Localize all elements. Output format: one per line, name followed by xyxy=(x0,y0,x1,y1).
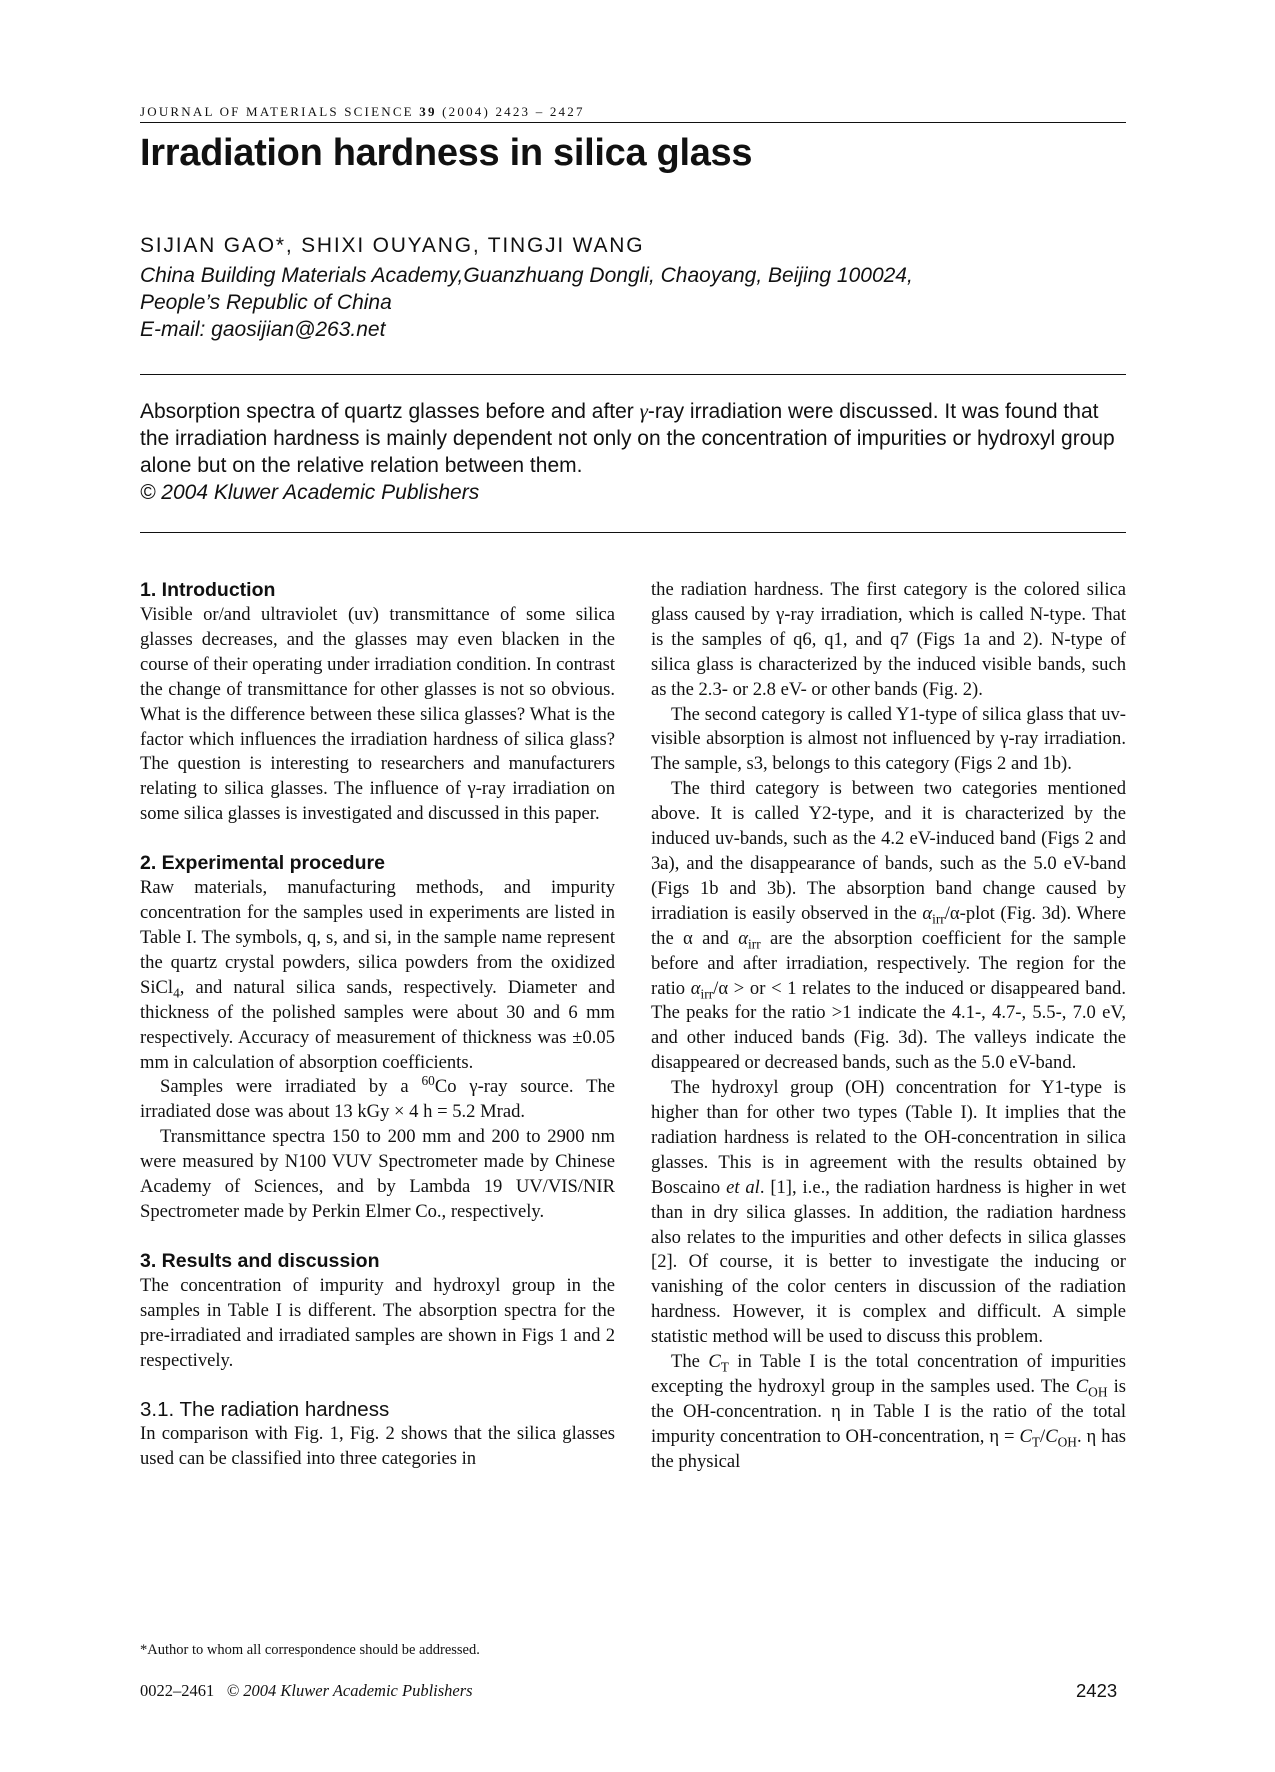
text-part: in Table I is the total concentration of impurities excepting the hydroxyl group in the samples used. The xyxy=(651,1351,1126,1397)
paragraph xyxy=(140,876,615,1075)
subscript: irr xyxy=(700,986,714,1002)
footer-copyright: © 2004 Kluwer Academic Publishers xyxy=(226,1681,473,1700)
subscript: T xyxy=(720,1359,729,1375)
section-heading-experimental: 2. Experimental procedure xyxy=(140,852,385,875)
subscript: 4 xyxy=(173,985,180,1001)
text-part: , and natural silica sands, respectively. Diameter and thickness of the polished samples were about 30 and 6 mm respectively. Accuracy of measurement of thickness was ±0.05 mm in calculation of absorption coefficients. xyxy=(140,976,615,1073)
text-part: / xyxy=(1040,1425,1046,1447)
page-number: 2423 xyxy=(1076,1680,1118,1701)
abstract-copyright: © 2004 Kluwer Academic Publishers xyxy=(140,481,480,504)
symbol-c: C xyxy=(1075,1376,1089,1397)
alpha-symbol: α xyxy=(922,902,933,924)
affiliation xyxy=(140,262,913,343)
text-part: The third category is between two categories mentioned above. It is called Y2-type, and it is characterized by the induced uv-bands, such as the 4.2 eV-induced band (Figs 2 and 3a), and the disappearance of bands, such as the 5.0 eV-band (Figs 1b and 3b). The absorption band change caused by irradiation is easily observed in the xyxy=(651,778,1126,924)
symbol-c: C xyxy=(1045,1425,1058,1447)
section-heading-results: 3. Results and discussion xyxy=(140,1249,380,1272)
subscript: T xyxy=(1031,1434,1041,1450)
paper-title: Irradiation hardness in silica glass xyxy=(140,132,753,174)
gamma-symbol: γ xyxy=(639,399,648,423)
abstract-text xyxy=(140,398,1126,479)
author-email: E-mail: gaosijian@263.net xyxy=(140,318,386,341)
paragraph: Transmittance spectra 150 to 200 mm and 200 to 2900 nm were measured by N100 VUV Spectrometer made by Chinese Academy of Sciences, and by Lambda 19 UV/VIS/NIR Spectrometer made by Perkin Elmer Co., respectively. xyxy=(140,1126,615,1222)
right-column xyxy=(651,578,1126,1475)
text-part: /α > or < 1 relates to the induced or disappeared band. The peaks for the ratio >1 indicate the 4.1-, 4.7-, 5.5-, 7.0 eV, and other induced bands (Fig. 3d). The valleys indicate the disappeared or decreased bands, such as the 5.0 eV-band. xyxy=(651,977,1126,1074)
text-part: are the absorption coefficient for the sample before and after irradiation, respectively. The region for the ratio xyxy=(651,927,1127,999)
footer-left xyxy=(140,1681,473,1701)
abstract-rule-bottom xyxy=(140,532,1126,533)
text-part: is the OH-concentration. η in Table I is the ratio of the total impurity concentration to OH-concentration, η = xyxy=(651,1376,1126,1447)
journal-header xyxy=(140,104,585,120)
text-part: The xyxy=(671,1351,709,1373)
paragraph xyxy=(651,1350,1126,1475)
authors: SIJIAN GAO*, SHIXI OUYANG, TINGJI WANG xyxy=(140,234,645,257)
left-column xyxy=(140,578,615,1472)
alpha-symbol: α xyxy=(738,927,749,949)
subscript: irr xyxy=(932,911,945,927)
paragraph: The second category is called Y1-type of silica glass that uv-visible absorption is almost not influenced by γ-ray irradiation. The sample, s3, belongs to this category (Figs 2 and 1b). xyxy=(651,703,1126,775)
superscript: 60 xyxy=(421,1073,435,1089)
symbol-c: C xyxy=(1019,1425,1032,1447)
affiliation-line-2: People’s Republic of China xyxy=(140,291,392,314)
alpha-symbol: α xyxy=(690,977,701,999)
paragraph xyxy=(140,1075,615,1125)
paragraph: Visible or/and ultraviolet (uv) transmittance of some silica glasses decreases, and the glasses may even blacken in the course of their operating under irradiation condition. In contrast the change of transmittance for other glasses is not so obvious. What is the difference between these silica glasses? What is the factor which influences the irradiation hardness of silica glass? The question is interesting to researchers and manufacturers relating to silica glasses. The influence of γ-ray irradiation on some silica glasses is investigated and discussed in this paper. xyxy=(140,604,615,825)
symbol-c: C xyxy=(708,1351,721,1373)
issn: 0022–2461 xyxy=(140,1681,215,1700)
subscript: irr xyxy=(748,936,761,952)
paragraph xyxy=(651,1076,1126,1350)
text-part: . η has the physical xyxy=(651,1425,1126,1472)
abstract-rule-top xyxy=(140,374,1126,375)
text-part: Raw materials, manufacturing methods, and impurity concentration for the samples used in experiments are listed in Table I. The symbols, q, s, and si, in the sample name represent the quartz crystal powders, silica powders from the oxidized SiCl xyxy=(140,877,615,998)
header-rule xyxy=(140,122,1126,123)
text-part: The hydroxyl group (OH) concentration for Y1-type is higher than for other two types (Table I). It implies that the radiation hardness is related to the OH-concentration in silica glasses. This is in agreement with the results obtained by Boscaino xyxy=(651,1077,1126,1198)
section-heading-introduction: 1. Introduction xyxy=(140,579,276,601)
journal-name: JOURNAL OF MATERIALS SCIENCE xyxy=(140,104,414,119)
subscript: OH xyxy=(1088,1384,1108,1400)
abstract-text-part: -ray irradiation were discussed. It was found that the irradiation hardness is mainly dependent not only on the concentration of impurities or hydroxyl group alone but on the relative relation between them. xyxy=(140,400,1115,477)
paragraph: The concentration of impurity and hydroxyl group in the samples in Table I is different. The absorption spectra for the pre-irradiated and irradiated samples are shown in Figs 1 and 2 respectively. xyxy=(140,1274,615,1371)
text-part: /α-plot (Fig. 3d). Where the α and xyxy=(651,902,1127,949)
text-part: . [1], i.e., the radiation hardness is higher in wet than in dry silica glasses. In addition, the radiation hardness also relates to the impurities and other defects in silica glasses [2]. Of course, it is better to investigate the inducing or vanishing of the color centers in discussion of the radiation hardness. However, it is complex and difficult. A simple statistic method will be used to discuss this problem. xyxy=(651,1176,1126,1348)
abstract-text-part: Absorption spectra of quartz glasses before and after xyxy=(140,400,640,423)
subscript: OH xyxy=(1057,1434,1077,1450)
et-al: et al xyxy=(726,1176,760,1198)
paragraph xyxy=(651,777,1126,1076)
text-part: Co γ-ray source. The irradiated dose was about 13 kGy × 4 h = 5.2 Mrad. xyxy=(140,1076,615,1123)
journal-year-pages: (2004) 2423 – 2427 xyxy=(442,104,585,119)
journal-volume: 39 xyxy=(419,104,437,119)
abstract xyxy=(140,398,1126,506)
paragraph: In comparison with Fig. 1, Fig. 2 shows that the silica glasses used can be classified into three categories in xyxy=(140,1423,615,1470)
paragraph: the radiation hardness. The first category is the colored silica glass caused by γ-ray irradiation, which is called N-type. That is the samples of q6, q1, and q7 (Figs 1a and 2). N-type of silica glass is characterized by the induced visible bands, such as the 2.3- or 2.8 eV- or other bands (Fig. 2). xyxy=(651,579,1126,700)
affiliation-line-1: China Building Materials Academy,Guanzhuang Dongli, Chaoyang, Beijing 100024, xyxy=(140,264,913,287)
text-part: Samples were irradiated by a xyxy=(160,1076,422,1098)
subsection-heading-radiation-hardness: 3.1. The radiation hardness xyxy=(140,1398,390,1422)
footnote: *Author to whom all correspondence should be addressed. xyxy=(140,1642,480,1658)
